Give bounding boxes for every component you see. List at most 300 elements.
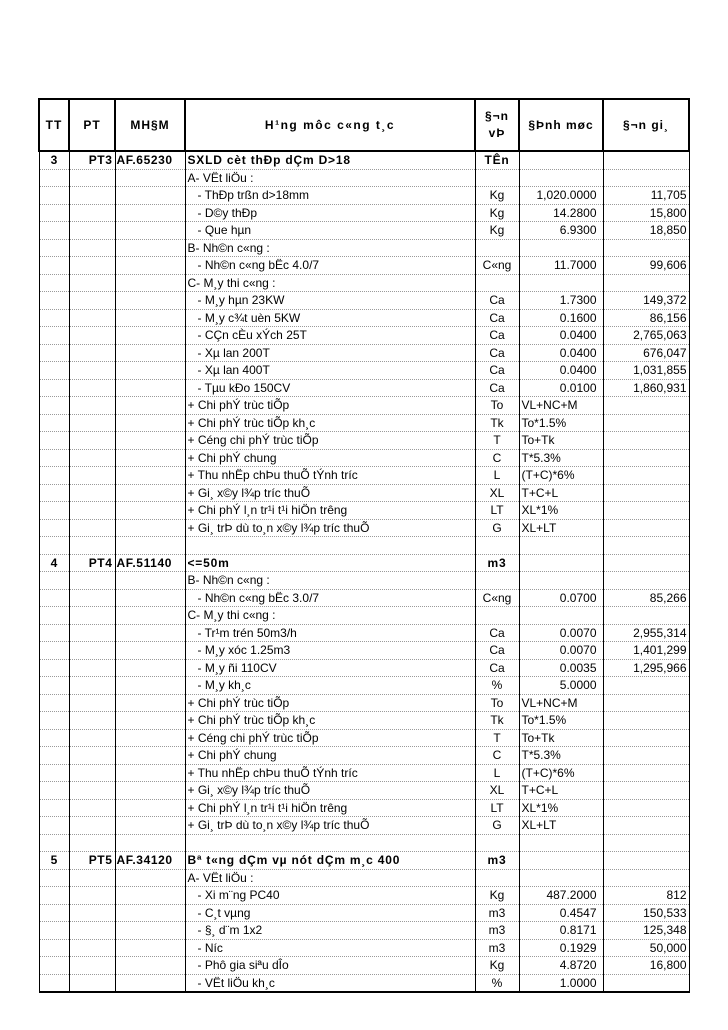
cell-desc: + Chi phÝ trùc tiÕp kh¸c [185,414,475,432]
cell-tt [39,624,69,642]
cell-unit: LT [475,502,519,520]
cell-price: 812 [603,887,689,905]
table-row [39,397,689,415]
cell-unit: % [475,677,519,695]
cell-tt [39,729,69,747]
col-header-pt: PT [69,99,115,151]
cell-unit: LT [475,799,519,817]
cell-pt [69,869,115,887]
table-row [39,817,689,835]
cell-rate: 0.0070 [519,642,603,660]
cell-price [603,414,689,432]
cell-desc: - CÇn cÈu xÝch 25T [185,327,475,345]
table-row [39,694,689,712]
cell-price [603,274,689,292]
cell-desc: + Chi phÝ trùc tiÕp [185,397,475,415]
cell-tt [39,712,69,730]
cell-price [603,974,689,992]
cell-rate: 1.0000 [519,974,603,992]
cell-pt [69,362,115,380]
cell-pt [69,817,115,835]
cell-price [603,502,689,520]
cell-rate: 0.0400 [519,362,603,380]
cell-code [115,747,185,765]
cell-price [603,432,689,450]
cell-code [115,974,185,992]
cell-code [115,904,185,922]
cell-pt [69,432,115,450]
table-row [39,589,689,607]
cell-price: 1,295,966 [603,659,689,677]
cell-rate: 0.0400 [519,327,603,345]
cell-price: 11,705 [603,187,689,205]
cell-price: 1,401,299 [603,642,689,660]
cell-price: 85,266 [603,589,689,607]
cell-price: 18,850 [603,222,689,240]
cell-rate: 0.1929 [519,939,603,957]
cell-code [115,799,185,817]
cell-tt [39,817,69,835]
cell-pt [69,572,115,590]
cell-unit: XL [475,782,519,800]
cell-tt [39,782,69,800]
cell-unit: T [475,729,519,747]
cell-pt [69,729,115,747]
cell-pt [69,904,115,922]
cell-unit: XL [475,484,519,502]
cell-rate [519,572,603,590]
cell-pt [69,694,115,712]
cell-code [115,922,185,940]
cell-pt [69,327,115,345]
cell-desc: C- M¸y thi c«ng : [185,274,475,292]
cell-code [115,362,185,380]
table-row [39,502,689,520]
cell-rate [519,607,603,625]
cell-pt [69,607,115,625]
cell-tt [39,659,69,677]
cell-desc: B- Nh©n c«ng : [185,572,475,590]
cell-rate: 0.4547 [519,904,603,922]
cell-rate [519,554,603,572]
cell-unit: G [475,817,519,835]
cell-price [603,537,689,555]
cell-code [115,397,185,415]
cell-tt: 5 [39,852,69,870]
cell-desc: - Phô gia siªu dÎo [185,957,475,975]
cell-rate: To+Tk [519,432,603,450]
cell-price [603,467,689,485]
item-header-row [39,151,689,169]
cell-code [115,309,185,327]
cell-pt [69,222,115,240]
cell-pt [69,292,115,310]
cell-desc: - M¸y xóc 1.25m3 [185,642,475,660]
cell-price [603,729,689,747]
cell-desc: - M¸y ñi 110CV [185,659,475,677]
cell-code [115,712,185,730]
table-row [39,659,689,677]
cell-code [115,502,185,520]
table-row [39,869,689,887]
cell-rate: (T+C)*6% [519,467,603,485]
cell-price: 150,533 [603,904,689,922]
cell-desc: A- VËt liÖu : [185,869,475,887]
cell-unit: m3 [475,852,519,870]
table-row [39,414,689,432]
cell-unit: m3 [475,904,519,922]
cell-code [115,169,185,187]
cell-desc [185,834,475,852]
cell-tt [39,484,69,502]
cell-rate [519,151,603,169]
cell-rate [519,239,603,257]
cell-rate: XL*1% [519,799,603,817]
cell-code [115,624,185,642]
cell-tt [39,869,69,887]
cell-pt [69,274,115,292]
cell-desc: - M¸y kh¸c [185,677,475,695]
cell-pt [69,887,115,905]
cell-rate: 0.0100 [519,379,603,397]
cell-pt [69,379,115,397]
cell-pt [69,764,115,782]
cell-code [115,869,185,887]
cell-tt [39,589,69,607]
cell-unit [475,572,519,590]
cell-rate: T+C+L [519,484,603,502]
cell-code [115,537,185,555]
cell-unit: m3 [475,939,519,957]
cell-desc: - Níc [185,939,475,957]
table-row [39,974,689,992]
cell-code [115,607,185,625]
cell-unit: Kg [475,204,519,222]
cell-unit: Tk [475,712,519,730]
cell-desc: + Chi phÝ l¸n tr¹i t¹i hiÖn trêng [185,502,475,520]
cell-pt [69,257,115,275]
cell-code [115,239,185,257]
table-row [39,292,689,310]
cell-rate [519,852,603,870]
cell-desc: + Gi¸ trÞ dù to¸n x©y l¾p tríc thuÕ [185,519,475,537]
cell-pt [69,449,115,467]
cell-code [115,204,185,222]
cell-pt [69,239,115,257]
table-row [39,204,689,222]
table-row [39,677,689,695]
cell-rate [519,537,603,555]
cell-unit [475,537,519,555]
cell-code [115,834,185,852]
table-row [39,957,689,975]
table-row [39,904,689,922]
cell-price [603,519,689,537]
cell-pt: PT4 [69,554,115,572]
cell-rate [519,169,603,187]
cell-code [115,887,185,905]
cell-unit: L [475,764,519,782]
table-row [39,729,689,747]
table-row [39,887,689,905]
col-header-unit-line2: vÞ [488,126,506,140]
cell-desc: - M¸y c¾t uèn 5KW [185,309,475,327]
cell-code [115,257,185,275]
cell-rate: 0.8171 [519,922,603,940]
cell-price [603,151,689,169]
cell-desc: - Tr¹m trén 50m3/h [185,624,475,642]
table-row [39,922,689,940]
cell-code [115,414,185,432]
cell-tt [39,449,69,467]
cell-pt [69,799,115,817]
cell-unit: Ca [475,344,519,362]
table-row [39,747,689,765]
cell-pt [69,782,115,800]
cell-code [115,817,185,835]
cell-desc: + Chi phÝ chung [185,747,475,765]
cell-unit [475,834,519,852]
cell-price [603,817,689,835]
cell-desc: - ThÐp trßn d>18mm [185,187,475,205]
col-header-item: H¹ng môc c«ng t¸c [185,99,475,151]
cell-rate [519,834,603,852]
cell-tt [39,677,69,695]
cell-unit: Ca [475,362,519,380]
cell-tt [39,502,69,520]
cell-code [115,449,185,467]
cell-price [603,554,689,572]
cell-price [603,869,689,887]
cell-rate: 0.0700 [519,589,603,607]
cell-tt [39,764,69,782]
cell-code: AF.65230 [115,151,185,169]
cell-tt [39,607,69,625]
cell-unit: TÊn [475,151,519,169]
table-row [39,432,689,450]
cell-unit: Kg [475,187,519,205]
cell-desc: - M¸y hµn 23KW [185,292,475,310]
cell-tt [39,327,69,345]
table-row [39,712,689,730]
col-header-unit [475,99,519,151]
cell-unit: Ca [475,624,519,642]
cell-pt [69,397,115,415]
cell-tt [39,834,69,852]
estimate-table [38,98,690,993]
table-row [39,344,689,362]
col-header-code: MH§M [115,99,185,151]
cell-code [115,957,185,975]
cell-code [115,519,185,537]
cell-rate: VL+NC+M [519,694,603,712]
cell-desc: - Nh©n c«ng bËc 4.0/7 [185,257,475,275]
cell-price [603,852,689,870]
cell-tt [39,414,69,432]
cell-unit [475,239,519,257]
cell-desc: + Thu nhËp chÞu thuÕ tÝnh tríc [185,764,475,782]
cell-pt [69,309,115,327]
cell-desc: C- M¸y thi c«ng : [185,607,475,625]
cell-rate: To*1.5% [519,414,603,432]
cell-tt [39,537,69,555]
cell-unit: T [475,432,519,450]
col-header-rate: §Þnh møc [519,99,603,151]
cell-unit: Ca [475,379,519,397]
cell-code [115,677,185,695]
cell-tt [39,694,69,712]
cell-unit: m3 [475,554,519,572]
cell-pt [69,204,115,222]
cell-price [603,694,689,712]
cell-unit: C [475,747,519,765]
cell-desc: B- Nh©n c«ng : [185,239,475,257]
cell-pt [69,344,115,362]
cell-tt [39,344,69,362]
cell-desc: - Xµ lan 400T [185,362,475,380]
cell-tt [39,309,69,327]
cell-tt [39,362,69,380]
cell-unit: C [475,449,519,467]
table-row [39,362,689,380]
col-header-unit-line1: §¬n [484,109,509,123]
cell-unit [475,869,519,887]
cell-price [603,712,689,730]
cell-code [115,432,185,450]
cell-pt [69,519,115,537]
table-row [39,467,689,485]
cell-pt: PT5 [69,852,115,870]
cell-unit: Tk [475,414,519,432]
cell-desc [185,537,475,555]
cell-code [115,729,185,747]
cell-code: AF.51140 [115,554,185,572]
cell-tt [39,432,69,450]
cell-desc: + Thu nhËp chÞu thuÕ tÝnh tríc [185,467,475,485]
cell-tt [39,974,69,992]
table-row [39,519,689,537]
cell-pt [69,187,115,205]
cell-tt [39,939,69,957]
cell-unit: Ca [475,659,519,677]
cell-tt [39,467,69,485]
cell-pt [69,642,115,660]
blank-row [39,537,689,555]
cell-price: 2,955,314 [603,624,689,642]
cell-pt [69,939,115,957]
cell-rate: T*5.3% [519,449,603,467]
col-header-tt: TT [39,99,69,151]
table-row [39,187,689,205]
table-row [39,327,689,345]
cell-desc: Bª t«ng dÇm vµ nót dÇm m¸c 400 [185,852,475,870]
cell-desc: - Nh©n c«ng bËc 3.0/7 [185,589,475,607]
cell-tt [39,799,69,817]
col-header-price: §¬n gi¸ [603,99,689,151]
cell-desc: + Gi¸ trÞ dù to¸n x©y l¾p tríc thuÕ [185,817,475,835]
cell-unit [475,274,519,292]
cell-rate: 0.0035 [519,659,603,677]
cell-code [115,589,185,607]
cell-pt [69,537,115,555]
cell-rate: To*1.5% [519,712,603,730]
cell-price: 86,156 [603,309,689,327]
table-row [39,239,689,257]
cell-unit: % [475,974,519,992]
table-row [39,222,689,240]
cell-desc: - Que hµn [185,222,475,240]
cell-code [115,379,185,397]
cell-price: 1,031,855 [603,362,689,380]
cell-code [115,484,185,502]
cell-pt [69,467,115,485]
cell-unit: Kg [475,957,519,975]
cell-price: 15,800 [603,204,689,222]
cell-price [603,782,689,800]
cell-code [115,467,185,485]
cell-code [115,782,185,800]
cell-rate [519,274,603,292]
cell-price: 99,606 [603,257,689,275]
cell-pt [69,624,115,642]
cell-rate: To+Tk [519,729,603,747]
cell-rate: 487.2000 [519,887,603,905]
cell-price: 50,000 [603,939,689,957]
cell-desc: - VËt liÖu kh¸c [185,974,475,992]
cell-price [603,484,689,502]
cell-tt [39,187,69,205]
cell-tt [39,379,69,397]
cell-pt [69,169,115,187]
cell-tt [39,274,69,292]
cell-code [115,274,185,292]
cell-tt [39,642,69,660]
cell-tt [39,222,69,240]
cell-price: 16,800 [603,957,689,975]
cell-desc: - C¸t vµng [185,904,475,922]
table-row [39,572,689,590]
cell-price [603,677,689,695]
cell-pt [69,677,115,695]
cell-tt [39,904,69,922]
cell-code [115,222,185,240]
cell-code [115,292,185,310]
item-header-row [39,852,689,870]
cell-unit [475,607,519,625]
cell-price [603,239,689,257]
cell-desc: + Céng chi phÝ trùc tiÕp [185,432,475,450]
cell-pt [69,659,115,677]
cell-desc: + Gi¸ x©y l¾p tríc thuÕ [185,484,475,502]
cell-pt [69,589,115,607]
cell-tt [39,922,69,940]
cell-code [115,642,185,660]
cell-rate: XL*1% [519,502,603,520]
cell-rate: 5.0000 [519,677,603,695]
cell-rate: 6.9300 [519,222,603,240]
cell-code [115,187,185,205]
cell-price [603,169,689,187]
cell-code [115,572,185,590]
table-body [39,151,689,992]
cell-pt [69,414,115,432]
cell-pt [69,974,115,992]
cell-desc: SXLD cèt thÐp dÇm D>18 [185,151,475,169]
cell-desc: + Chi phÝ trùc tiÕp [185,694,475,712]
cell-rate: 4.8720 [519,957,603,975]
cell-unit: Ca [475,642,519,660]
table-row [39,484,689,502]
